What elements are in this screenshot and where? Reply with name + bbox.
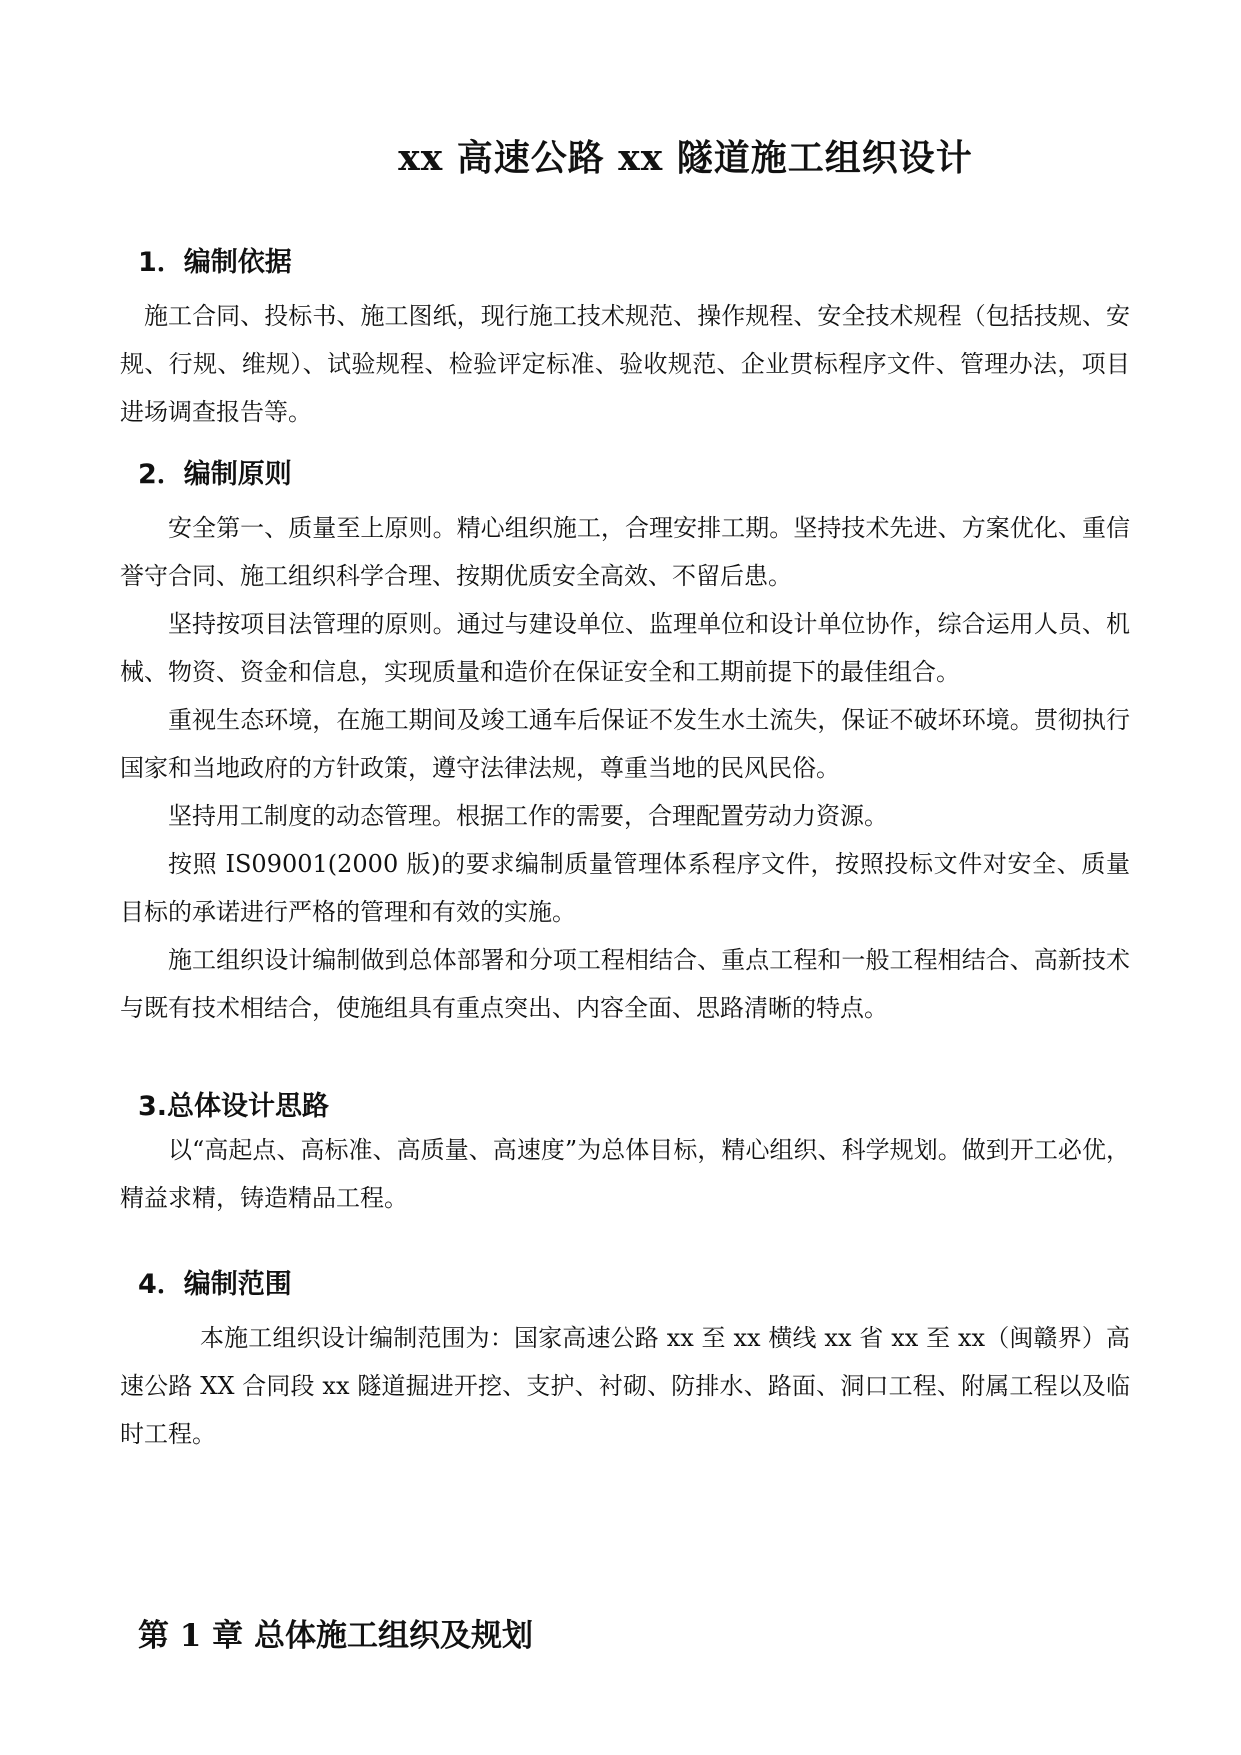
paragraph-basis: 施工合同、投标书、施工图纸，现行施工技术规范、操作规程、安全技术规程（包括技规、安规、行规、维规）、试验规程、检验评定标准、验收规范、企业贯标程序文件、管理办法，项目进场调查报告等。 bbox=[120, 302, 1130, 426]
section-heading-principles: 2．编制原则 bbox=[138, 459, 292, 490]
paragraph-principle-4: 坚持用工制度的动态管理。根据工作的需要，合理配置劳动力资源。 bbox=[168, 802, 888, 830]
paragraph-design-approach: 以“高起点、高标准、高质量、高速度”为总体目标，精心组织、科学规划。做到开工必优，精益求精，铸造精品工程。 bbox=[120, 1136, 1130, 1212]
section-heading-design-approach: 3.总体设计思路 bbox=[138, 1091, 330, 1122]
paragraph-principle-6: 施工组织设计编制做到总体部署和分项工程相结合、重点工程和一般工程相结合、高新技术与既有技术相结合，使施组具有重点突出、内容全面、思路清晰的特点。 bbox=[120, 946, 1130, 1022]
paragraph-principle-5: 按照 IS09001(2000 版)的要求编制质量管理体系程序文件，按照投标文件对安全、质量目标的承诺进行严格的管理和有效的实施。 bbox=[120, 850, 1130, 926]
chapter-heading: 第 1 章 总体施工组织及规划 bbox=[138, 1618, 533, 1654]
paragraph-scope: 本施工组织设计编制范围为：国家高速公路 xx 至 xx 横线 xx 省 xx 至 xx（闽赣界）高速公路 XX 合同段 xx 隧道掘进开挖、支护、衬砌、防排水、路面、洞口工程、附属工程以及临时工程。 bbox=[120, 1324, 1130, 1448]
section-heading-basis: 1．编制依据 bbox=[138, 247, 292, 278]
paragraph-principle-2: 坚持按项目法管理的原则。通过与建设单位、监理单位和设计单位协作，综合运用人员、机械、物资、资金和信息，实现质量和造价在保证安全和工期前提下的最佳组合。 bbox=[120, 610, 1130, 686]
paragraph-principle-1: 安全第一、质量至上原则。精心组织施工，合理安排工期。坚持技术先进、方案优化、重信誉守合同、施工组织科学合理、按期优质安全高效、不留后患。 bbox=[120, 514, 1130, 590]
section-heading-scope: 4．编制范围 bbox=[138, 1269, 292, 1300]
paragraph-principle-3: 重视生态环境，在施工期间及竣工通车后保证不发生水土流失，保证不破坏环境。贯彻执行国家和当地政府的方针政策，遵守法律法规，尊重当地的民风民俗。 bbox=[120, 706, 1130, 782]
document-title: xx 高速公路 xx 隧道施工组织设计 bbox=[398, 137, 973, 179]
